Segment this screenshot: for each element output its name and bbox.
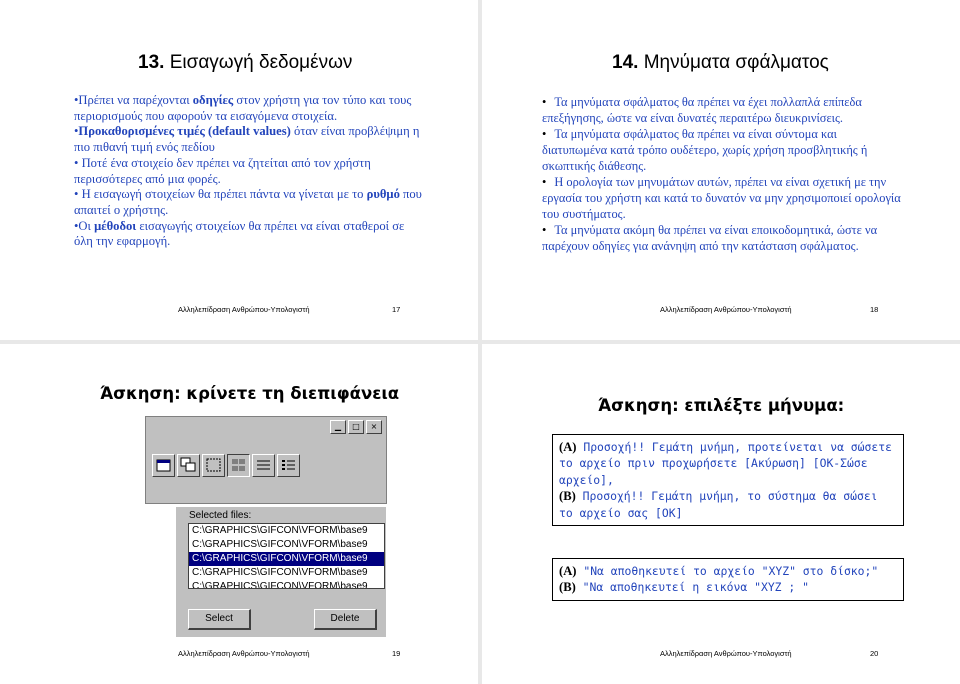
toolbar — [145, 416, 387, 504]
bullet-list — [542, 94, 902, 254]
delete-button[interactable]: Delete — [314, 609, 377, 630]
bullet-item: • Τα μηνύματα σφάλματος θα πρέπει να έχει πολλαπλά επίπεδα επεξήγησης, ώστε να είναι δυνατές περαιτέρω διευκρινίσεις. — [542, 95, 862, 125]
bullet-item: • Τα μηνύματα ακόμη θα πρέπει να είναι εποικοδομητικά, ώστε να παρέχουν οδηγίες για ανάνηψη από την κατάσταση σφάλματος. — [542, 223, 878, 253]
list-icon[interactable] — [252, 454, 275, 477]
toolbar-buttons — [152, 454, 300, 477]
bullet-item: •Οι μέθοδοι εισαγωγής στοιχείων θα πρέπει να είναι σταθεροί σε όλη την εφαρμογή. — [74, 218, 405, 249]
slide-title: Άσκηση: επιλέξτε μήνυμα: — [598, 396, 845, 415]
option-box-2 — [552, 558, 904, 601]
page-number: 20 — [870, 649, 879, 658]
minimize-icon[interactable]: ▁ — [330, 420, 346, 434]
slide-number: 13. — [138, 52, 165, 73]
option-box-1 — [552, 434, 904, 526]
slide-footer: Αλληλεπίδραση Ανθρώπου-Υπολογιστή — [178, 649, 310, 658]
slide-19 — [0, 344, 478, 684]
slide-title-text: Μηνύματα σφάλματος — [643, 52, 829, 73]
maximize-icon[interactable]: □ — [348, 420, 364, 434]
slide-20 — [482, 344, 960, 684]
bullet-list — [74, 93, 424, 250]
window-icon[interactable] — [152, 454, 175, 477]
bullet-item: • Η ορολογία των μηνυμάτων αυτών, πρέπει να είναι σχετική με την εργασία του χρήστη και κατά το δυνατόν να μην χρησιμοποιεί ορολογία του συστήματος. — [542, 175, 901, 221]
option-a: (A) "Να αποθηκευτεί το αρχείο "XYZ" στο δίσκο;" — [559, 564, 879, 578]
slide-title — [138, 52, 352, 74]
slide-title-text: Εισαγωγή δεδομένων — [169, 52, 353, 73]
select-button[interactable]: Select — [188, 609, 251, 630]
list-item[interactable]: C:\GRAPHICS\GIFCON\VFORM\base9 — [192, 525, 368, 536]
selected-files-panel — [175, 506, 386, 637]
slide-number: 14. — [612, 52, 639, 73]
details-icon[interactable] — [277, 454, 300, 477]
close-icon[interactable]: × — [366, 420, 382, 434]
option-b: (B) "Να αποθηκευτεί η εικόνα "XYZ ; " — [559, 580, 809, 595]
slide-footer: Αλληλεπίδραση Ανθρώπου-Υπολογιστή — [660, 305, 792, 314]
window-controls — [330, 420, 382, 434]
slide-13 — [0, 0, 478, 340]
slide-footer: Αλληλεπίδραση Ανθρώπου-Υπολογιστή — [178, 305, 310, 314]
bullet-item: • Τα μηνύματα σφάλματος θα πρέπει να είναι σύντομα και διατυπωμένα κατά τρόπο ουδέτερο, χωρίς χρήση προσβλητικής ή σκωπτικής διάθεσης. — [542, 127, 868, 173]
option-a: (A) Προσοχή!! Γεμάτη μνήμη, προτείνεται να σώσετε το αρχείο πριν προχωρήσετε [Ακύρωση] [ΟΚ-Σώσε αρχείο], — [559, 440, 892, 487]
tile-icon[interactable] — [227, 454, 250, 477]
cascade-icon[interactable] — [177, 454, 200, 477]
selected-files-label: Selected files: — [189, 510, 252, 521]
bullet-item: •Προκαθορισμένες τιμές (default values) όταν είναι προβλέψιμη η πιο πιθανή τιμή ενός πεδίου — [74, 124, 420, 155]
slide-footer: Αλληλεπίδραση Ανθρώπου-Υπολογιστή — [660, 649, 792, 658]
list-item[interactable]: C:\GRAPHICS\GIFCON\VFORM\base9 — [192, 567, 368, 578]
frame-icon[interactable] — [202, 454, 225, 477]
slide-title: Άσκηση: κρίνετε τη διεπιφάνεια — [100, 384, 400, 403]
list-item[interactable]: C:\GRAPHICS\GIFCON\VFORM\base9 — [192, 539, 368, 550]
list-item[interactable]: C:\GRAPHICS\GIFCON\VFORM\base9 — [192, 581, 368, 589]
option-b: (B) Προσοχή!! Γεμάτη μνήμη, το σύστημα θα σώσει το αρχείο σας [OK] — [559, 489, 878, 520]
bullet-item: • Η εισαγωγή στοιχείων θα πρέπει πάντα να γίνεται με το ρυθμό που απαιτεί ο χρήστης. — [74, 187, 422, 217]
file-dialog-screenshot — [145, 416, 385, 636]
files-listbox[interactable] — [188, 523, 385, 589]
page-number: 18 — [870, 305, 879, 314]
bullet-item: •Πρέπει να παρέχονται οδηγίες στον χρήστη για τον τύπο και τους περιορισμούς που αφορούν τα εισαγόμενα στοιχεία. — [74, 93, 412, 123]
page-number: 17 — [392, 305, 401, 314]
page-number: 19 — [392, 649, 401, 658]
bullet-item: • Ποτέ ένα στοιχείο δεν πρέπει να ζητείται από τον χρήστη περισσότερες από μια φορές. — [74, 155, 371, 186]
list-item-selected[interactable]: C:\GRAPHICS\GIFCON\VFORM\base9 — [189, 552, 384, 566]
slide-title — [612, 52, 829, 74]
slide-14 — [482, 0, 960, 340]
